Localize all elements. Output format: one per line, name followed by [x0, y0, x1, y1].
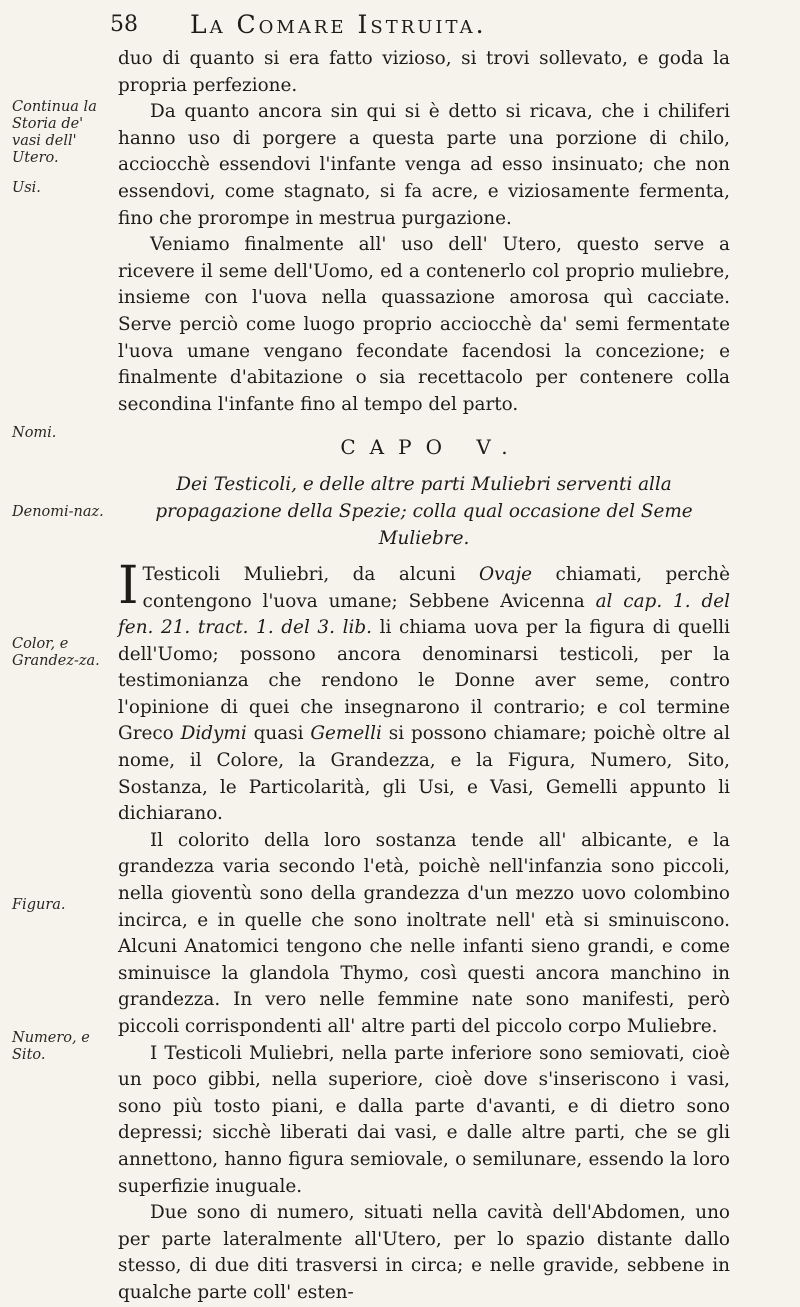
page-number: 58 [110, 12, 138, 37]
paragraph-3: Veniamo finalmente all' uso dell' Utero, questo serve a ricevere il seme dell'Uomo, ed a contenerlo col proprio muliebre, insieme con l'uova nella quassazione amorosa quì cacciate. Serve perciò come luogo proprio acciocchè da' semi fermentate l'uova umane vengano fecondate facendosi la concezione; e finalmente d'abitazione o sia recettacolo per contenere colla secondina l'infante fino al tempo del parto. [118, 234, 730, 415]
p4-text-g: quasi [246, 723, 311, 745]
sidenote-figura: Figura. [12, 897, 66, 913]
running-title: La Comare Istruita. [190, 10, 487, 39]
p4-text-c: chiamati, perchè contengono l'uova umane; Sebbene Avicenna [142, 563, 730, 612]
sidenote-color: Color, e Grandez-za. [12, 636, 100, 669]
paragraph-4 [118, 555, 730, 828]
paragraph-2: Da quanto ancora sin qui si è detto si ricava, che i chiliferi hanno uso di porgere a questa parte una porzione di chilo, acciocchè essendovi l'infante venga ad esso insinuato; che non essendovi, come stagnato, si fa acre, e viziosamente fermenta, fino che prorompe in mestrua purgazione. [118, 101, 730, 229]
paragraph-7: Due sono di numero, situati nella cavità dell'Abdomen, uno per parte lateralmente all'Utero, per lo spazio distante dallo stesso, di due diti trasversi in circa; e nelle gravide, sebbene in qualche parte coll' esten- [118, 1202, 730, 1303]
paragraph-6: I Testicoli Muliebri, nella parte inferiore sono semiovati, cioè un poco gibbi, nella superiore, cioè dove s'inseriscono i vasi, sono più tosto piani, e dalla parte d'avanti, e di dietro sono depressi; sicchè liberati dai vasi, e dalle altre parti, che se gli annettono, hanno figura semiovale, o semilunare, essendo la loro superfizie inuguale. [118, 1042, 730, 1197]
main-text [118, 46, 730, 1307]
drop-cap: I [118, 555, 139, 616]
sidenote-usi: Usi. [12, 180, 41, 196]
page-header [110, 8, 750, 44]
paragraph-1: duo di quanto si era fatto vizioso, si trovi sollevato, e goda la propria perfezione. [118, 48, 730, 96]
chapter-subtitle: Dei Testicoli, e delle altre parti Muliebri serventi alla propagazione della Spezie; colla qual occasione del Seme Muliebre. [155, 473, 693, 549]
sidenote-nomi: Nomi. [12, 425, 57, 441]
p4-gemelli: Gemelli [310, 723, 382, 745]
p4-text-a: Testicoli Muliebri, da alcuni [142, 563, 480, 585]
p4-didymi: Didymi [180, 723, 247, 745]
p4-citation: al cap. 1. del fen. 21. tract. 1. del 3. lib. [118, 590, 730, 639]
paragraph-5: Il colorito della loro sostanza tende all' albicante, e la grandezza varia secondo l'età, poichè nell'infanzia sono piccoli, nella gioventù sono della grandezza d'un mezzo uovo colombino incirca, e in quelle che sono inoltrate nell' età si sminuiscono. Alcuni Anatomici tengono che nelle infanti sieno grandi, e come sminuisce la glandola Thymo, così questi ancora manchino in grandezza. In vero nelle femmine nate sono manifesti, però piccoli corrispondenti all' altre parti del piccolo corpo Muliebre. [118, 829, 730, 1037]
sidenote-denominaz: Denomi-naz. [12, 504, 104, 520]
chapter-title: CAPO V. [340, 435, 522, 460]
p4-text-e: li chiama uova per la figura di quelli dell'Uomo; possono ancora denominarsi testicoli, per la testimonianza che rendono le Donne aver seme, contro l'opinione di quei che insegnarono il contrario; e col termine Greco [118, 617, 730, 745]
sidenote-numero: Numero, e Sito. [12, 1030, 90, 1063]
p4-text-i: si possono chiamare; poichè oltre al nome, il Colore, la Grandezza, e la Figura, Numero, Sito, Sostanza, le Particolarità, gli Usi, e Vasi, Gemelli appunto li dichiarano. [118, 723, 730, 825]
sidenote-continua: Continua la Storia de' vasi dell' Utero. [12, 99, 97, 166]
p4-ovaje: Ovaje [479, 563, 533, 585]
